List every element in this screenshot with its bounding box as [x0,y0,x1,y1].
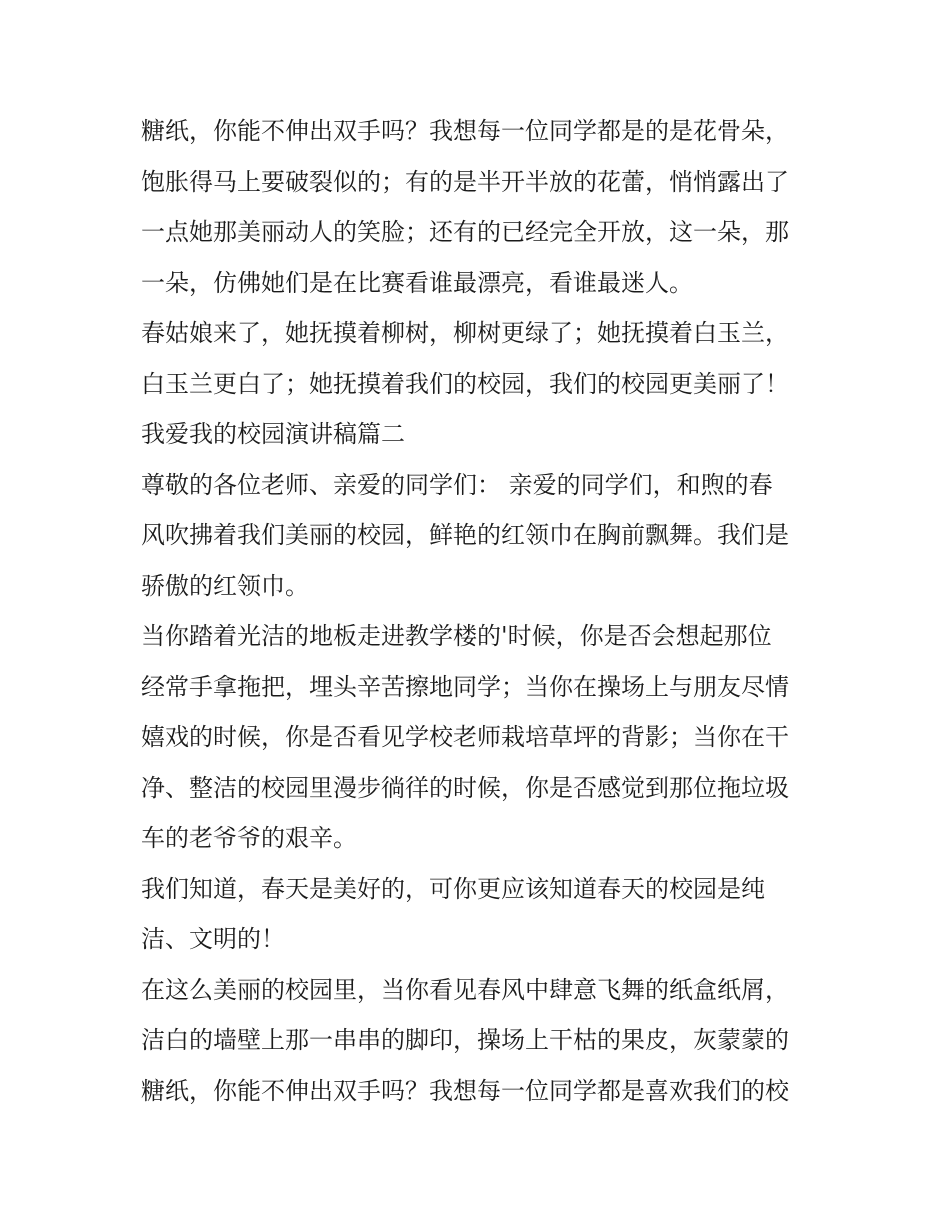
text-line-20: 糖纸，你能不伸出双手吗？我想每一位同学都是喜欢我们的校 [141,1076,789,1105]
text-line-19: 洁白的墙壁上那一串串的脚印，操场上干枯的果皮，灰蒙蒙的 [141,1026,789,1054]
document-body [141,106,831,1116]
text-line-10: 骄傲的红领巾。 [141,571,309,600]
text-line-13: 嬉戏的时候，你是否看见学校老师栽培草坪的背影；当你在干 [141,723,789,751]
text-line-11: 当你踏着光洁的地板走进教学楼的'时候，你是否会想起那位 [141,622,772,650]
text-line-14: 净、整洁的校园里漫步徜徉的时候，你是否感觉到那位拖垃圾 [141,773,789,802]
text-line-16: 我们知道，春天是美好的，可你更应该知道春天的校园是纯 [141,874,765,903]
text-line-4: 一朵，仿佛她们是在比赛看谁最漂亮，看谁最迷人。 [141,268,693,297]
text-line-3: 一点她那美丽动人的笑脸；还有的已经完全开放，这一朵，那 [141,218,789,246]
text-line-2: 饱胀得马上要破裂似的；有的是半开半放的花蕾，悄悄露出了 [141,167,789,196]
text-line-8: 尊敬的各位老师、亲爱的同学们： 亲爱的同学们，和煦的春 [141,470,773,499]
section-heading: 我爱我的校园演讲稿篇二 [141,420,405,448]
text-line-5: 春姑娘来了，她抚摸着柳树，柳树更绿了；她抚摸着白玉兰， [141,319,789,347]
text-line-12: 经常手拿拖把，埋头辛苦擦地同学；当你在操场上与朋友尽情 [141,672,789,701]
text-line-15: 车的老爷爷的艰辛。 [141,824,357,852]
text-line-6: 白玉兰更白了；她抚摸着我们的校园，我们的校园更美丽了！ [141,369,789,398]
text-line-9: 风吹拂着我们美丽的校园，鲜艳的红领巾在胸前飘舞。我们是 [141,521,789,549]
text-line-18: 在这么美丽的校园里，当你看见春风中肆意飞舞的纸盒纸屑， [141,975,789,1004]
text-line-17: 洁、文明的！ [141,925,285,953]
text-line-1: 糖纸，你能不伸出双手吗？我想每一位同学都是的是花骨朵， [141,117,789,145]
